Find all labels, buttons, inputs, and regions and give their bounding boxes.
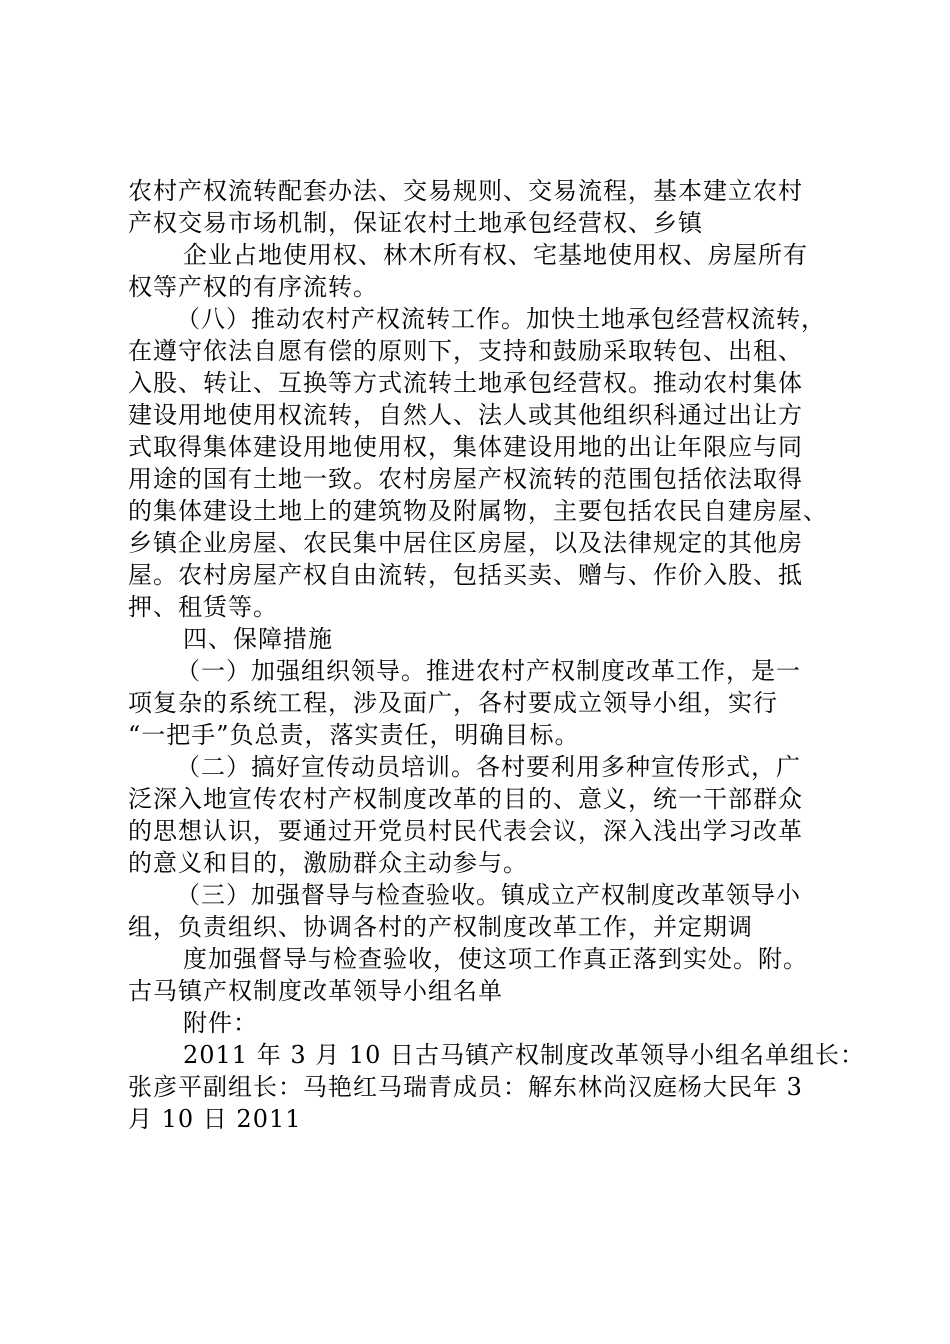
- text-line: 用途的国有土地一致。农村房屋产权流转的范围包括依法取得: [128, 465, 803, 493]
- text-line: 古马镇产权制度改革领导小组名单: [128, 977, 503, 1005]
- text-line: 权等产权的有序流转。: [128, 273, 378, 301]
- text-line: 在遵守依法自愿有偿的原则下，支持和鼓励采取转包、出租、: [128, 337, 803, 365]
- section-heading-4: 四、保障措施: [183, 625, 333, 653]
- text-line: 月 10 日 2011: [128, 1105, 302, 1133]
- text-line: 屋。农村房屋产权自由流转，包括买卖、赠与、作价入股、抵: [128, 561, 803, 589]
- text-line: “一把手”负总责，落实责任，明确目标。: [128, 721, 580, 749]
- text-line: 的集体建设土地上的建筑物及附属物，主要包括农民自建房屋、: [128, 497, 828, 525]
- text-line: 组，负责组织、协调各村的产权制度改革工作，并定期调: [128, 913, 753, 941]
- text-line: 农村产权流转配套办法、交易规则、交易流程，基本建立农村: [128, 177, 803, 205]
- subsection-heading-3: （三）加强督导与检查验收。镇成立产权制度改革领导小: [176, 881, 801, 909]
- text-line: 乡镇企业房屋、农民集中居住区房屋，以及法律规定的其他房: [128, 529, 803, 557]
- text-line: 式取得集体建设用地使用权，集体建设用地的出让年限应与同: [128, 433, 803, 461]
- text-line: 产权交易市场机制，保证农村土地承包经营权、乡镇: [128, 209, 703, 237]
- text-line: 项复杂的系统工程，涉及面广，各村要成立领导小组，实行: [128, 689, 778, 717]
- section-heading-8: （八）推动农村产权流转工作。加快土地承包经营权流转，: [176, 305, 826, 333]
- text-line: 建设用地使用权流转，自然人、法人或其他组织科通过出让方: [128, 401, 803, 429]
- text-line: 企业占地使用权、林木所有权、宅基地使用权、房屋所有: [183, 241, 808, 269]
- text-line: 的思想认识，要通过开党员村民代表会议，深入浅出学习改革: [128, 817, 803, 845]
- text-line: 张彦平副组长：马艳红马瑞青成员：解东林尚汉庭杨大民年 3: [128, 1073, 803, 1101]
- text-line: 2011 年 3 月 10 日古马镇产权制度改革领导小组名单组长：: [183, 1041, 866, 1069]
- subsection-heading-2: （二）搞好宣传动员培训。各村要利用多种宣传形式，广: [176, 753, 801, 781]
- document-body: [128, 175, 866, 1135]
- text-line: 泛深入地宣传农村产权制度改革的目的、意义，统一干部群众: [128, 785, 803, 813]
- attachment-label: 附件：: [183, 1009, 258, 1037]
- subsection-heading-1: （一）加强组织领导。推进农村产权制度改革工作，是一: [176, 657, 801, 685]
- text-line: 入股、转让、互换等方式流转土地承包经营权。推动农村集体: [128, 369, 803, 397]
- text-line: 度加强督导与检查验收，使这项工作真正落到实处。附。: [183, 945, 808, 973]
- text-line: 的意义和目的，激励群众主动参与。: [128, 849, 528, 877]
- text-line: 押、租赁等。: [128, 593, 278, 621]
